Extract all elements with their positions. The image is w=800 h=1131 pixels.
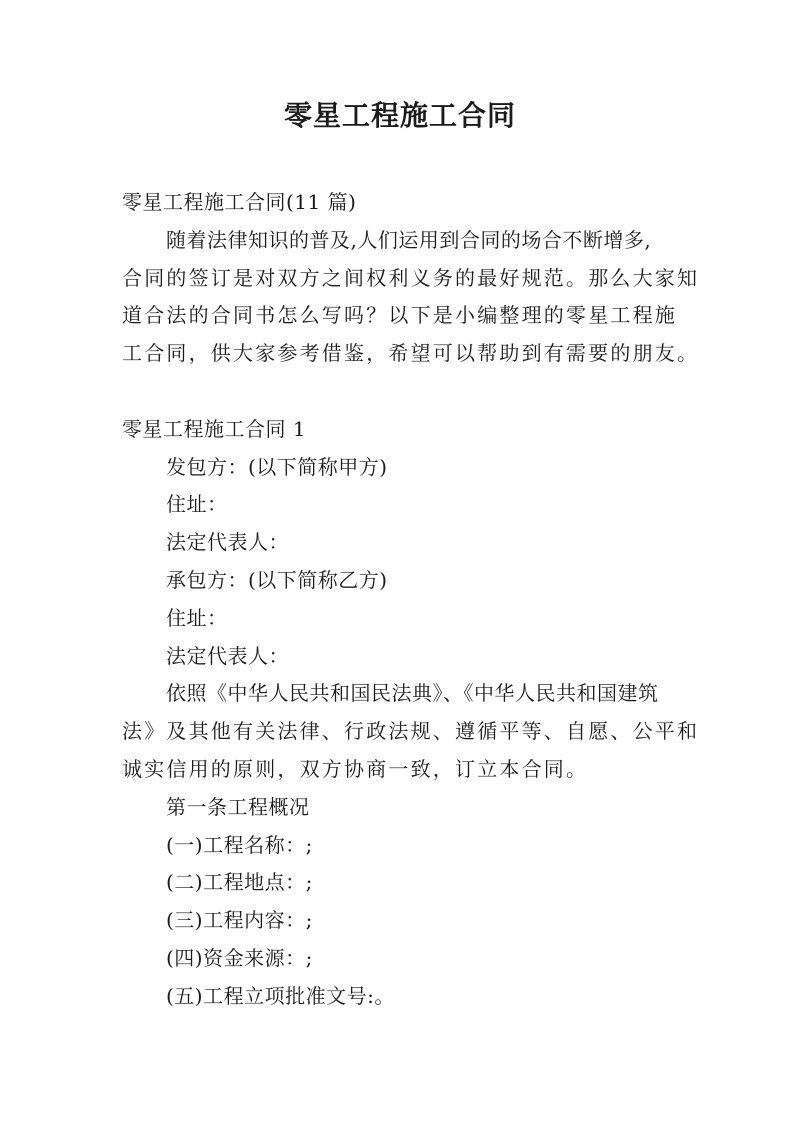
intro-line: 合同的签订是对双方之间权利义务的最好规范。那么大家知 — [122, 265, 700, 290]
basis-line: 法》及其他有关法律、行政法规、遵循平等、自愿、公平和 — [122, 719, 700, 744]
article-item: (四)资金来源：; — [166, 945, 313, 970]
document-body — [122, 184, 700, 1016]
basis-line: 依照《中华人民共和国民法典》、《中华人民共和国建筑 — [166, 681, 659, 706]
party-a-representative: 法定代表人： — [166, 530, 289, 555]
intro-line: 工合同，供大家参考借鉴，希望可以帮助到有需要的朋友。 — [122, 341, 700, 366]
party-a-address: 住址： — [166, 492, 228, 517]
basis-line: 诚实信用的原则，双方协商一致，订立本合同。 — [122, 756, 589, 781]
party-b-address: 住址： — [166, 605, 228, 630]
article-items — [122, 827, 687, 1016]
article-item: (一)工程名称：; — [166, 832, 313, 857]
intro-line: 道合法的合同书怎么写吗？以下是小编整理的零星工程施 — [122, 303, 677, 328]
document-subtitle: 零星工程施工合同(11 篇) — [122, 190, 357, 214]
article-item: (三)工程内容：; — [166, 908, 313, 933]
article-item: (二)工程地点：; — [166, 870, 313, 895]
article-item: (五)工程立项批准文号:。 — [166, 983, 395, 1008]
intro-line: 随着法律知识的普及,人们运用到合同的场合不断增多, — [166, 227, 652, 252]
party-a-label: 发包方：(以下简称甲方) — [166, 454, 388, 479]
intro-paragraph — [122, 222, 700, 373]
party-b-representative: 法定代表人： — [166, 643, 289, 668]
section-heading: 零星工程施工合同 1 — [122, 416, 307, 441]
blank-line — [122, 373, 687, 411]
document-title: 零星工程施工合同 — [283, 99, 516, 132]
article-heading: 第一条工程概况 — [166, 794, 310, 819]
basis-paragraph — [122, 675, 700, 788]
party-b-label: 承包方：(以下简称乙方) — [166, 567, 388, 592]
